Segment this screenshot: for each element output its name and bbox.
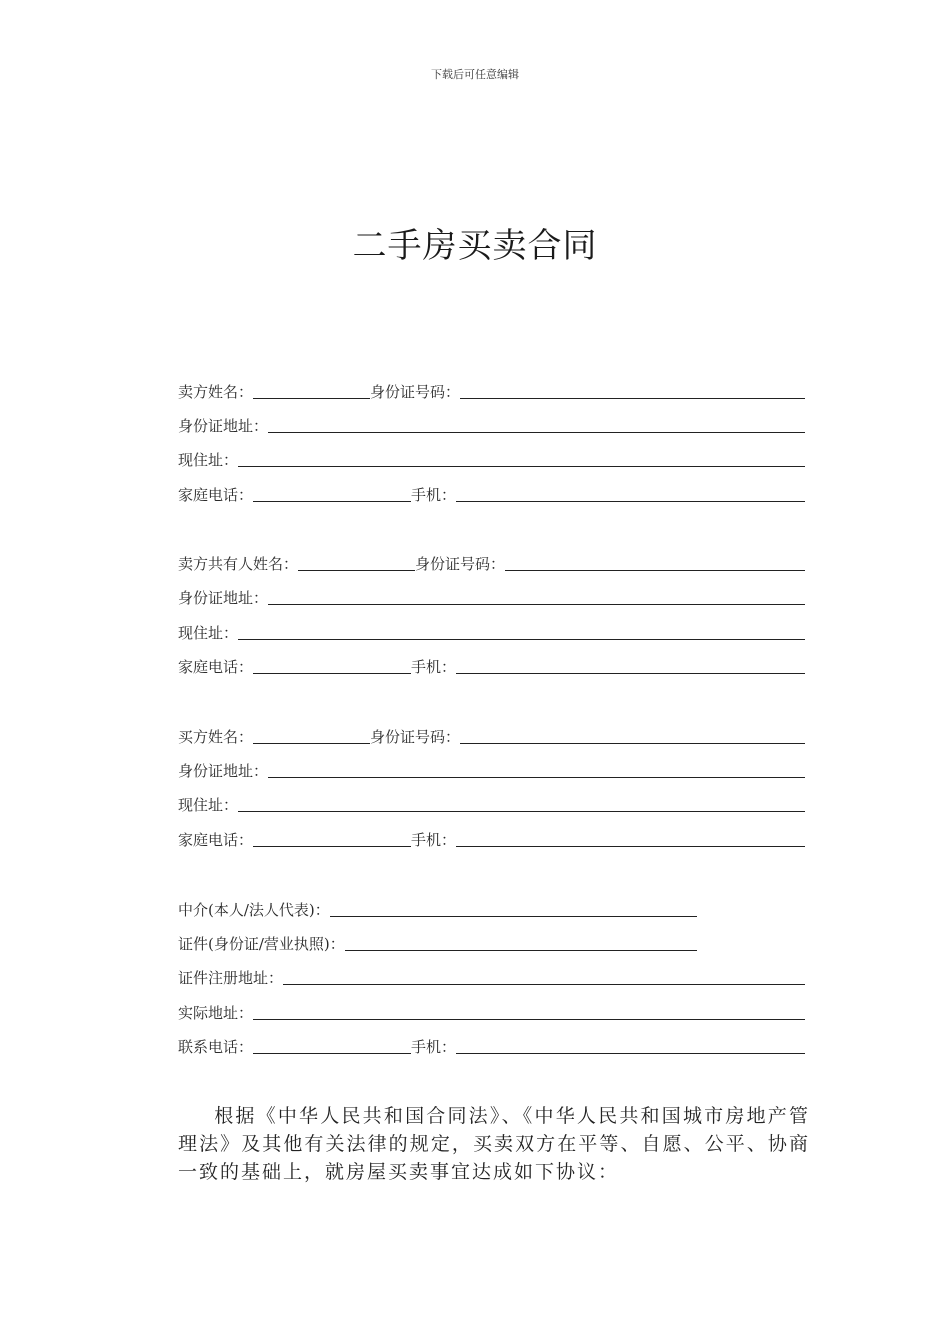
buyer-id-address-label: 身份证地址： — [178, 762, 269, 780]
buyer-current-address-field[interactable] — [238, 793, 805, 812]
agent-phone-row — [178, 1035, 805, 1057]
coowner-mobile-label: 手机： — [411, 658, 457, 676]
intro-paragraph — [178, 1102, 810, 1186]
buyer-phone-row — [178, 828, 805, 850]
contract-title: 二手房买卖合同 — [352, 226, 598, 266]
seller-current-address-row — [178, 448, 805, 470]
buyer-name-label: 买方姓名： — [178, 728, 254, 746]
buyer-home-phone-label: 家庭电话： — [178, 831, 254, 849]
seller-current-address-label: 现住址： — [178, 451, 239, 469]
header-note: 下载后可任意编辑 — [431, 68, 519, 81]
agent-phone-field[interactable] — [253, 1035, 411, 1054]
agent-mobile-field[interactable] — [456, 1035, 805, 1054]
seller-name-label: 卖方姓名： — [178, 383, 254, 401]
coowner-id-address-field[interactable] — [268, 586, 805, 605]
seller-home-phone-label: 家庭电话： — [178, 486, 254, 504]
seller-mobile-label: 手机： — [411, 486, 457, 504]
agent-mobile-label: 手机： — [411, 1038, 457, 1056]
seller-id-address-row — [178, 414, 805, 436]
buyer-mobile-label: 手机： — [411, 831, 457, 849]
agent-cert-field[interactable] — [345, 932, 697, 951]
coowner-name-row — [178, 552, 805, 574]
agent-cert-row — [178, 932, 697, 954]
agent-actual-address-field[interactable] — [253, 1001, 805, 1020]
coowner-home-phone-field[interactable] — [253, 655, 411, 674]
seller-id-number-label: 身份证号码： — [370, 383, 461, 401]
coowner-current-address-label: 现住址： — [178, 624, 239, 642]
buyer-home-phone-field[interactable] — [253, 828, 411, 847]
coowner-phone-row — [178, 655, 805, 677]
buyer-current-address-row — [178, 793, 805, 815]
coowner-mobile-field[interactable] — [456, 655, 805, 674]
coowner-name-label: 卖方共有人姓名： — [178, 555, 299, 573]
agent-phone-label: 联系电话： — [178, 1038, 254, 1056]
buyer-id-number-field[interactable] — [460, 725, 805, 744]
buyer-id-address-field[interactable] — [268, 759, 805, 778]
intro-paragraph-text: 根据《中华人民共和国合同法》、《中华人民共和国城市房地产管理法》及其他有关法律的规定，买卖双方在平等、自愿、公平、协商一致的基础上，就房屋买卖事宜达成如下协议： — [178, 1105, 810, 1183]
seller-current-address-field[interactable] — [238, 448, 805, 467]
agent-reg-address-row — [178, 966, 805, 988]
buyer-current-address-label: 现住址： — [178, 796, 239, 814]
buyer-mobile-field[interactable] — [456, 828, 805, 847]
coowner-current-address-row — [178, 621, 805, 643]
agent-rep-label: 中介(本人/法人代表)： — [178, 901, 330, 919]
agent-cert-label: 证件(身份证/营业执照)： — [178, 935, 345, 953]
coowner-id-address-row — [178, 586, 805, 608]
seller-id-address-label: 身份证地址： — [178, 417, 269, 435]
seller-id-address-field[interactable] — [268, 414, 805, 433]
seller-name-field[interactable] — [253, 380, 370, 399]
coowner-id-number-label: 身份证号码： — [415, 555, 506, 573]
seller-mobile-field[interactable] — [456, 483, 805, 502]
coowner-current-address-field[interactable] — [238, 621, 805, 640]
agent-rep-row — [178, 898, 697, 920]
seller-name-row — [178, 380, 805, 402]
agent-actual-address-label: 实际地址： — [178, 1004, 254, 1022]
seller-phone-row — [178, 483, 805, 505]
seller-id-number-field[interactable] — [460, 380, 805, 399]
buyer-id-address-row — [178, 759, 805, 781]
agent-reg-address-field[interactable] — [283, 966, 805, 985]
agent-reg-address-label: 证件注册地址： — [178, 969, 284, 987]
coowner-home-phone-label: 家庭电话： — [178, 658, 254, 676]
coowner-id-number-field[interactable] — [505, 552, 805, 571]
coowner-name-field[interactable] — [298, 552, 415, 571]
coowner-id-address-label: 身份证地址： — [178, 589, 269, 607]
agent-rep-field[interactable] — [330, 898, 697, 917]
buyer-name-row — [178, 725, 805, 747]
buyer-id-number-label: 身份证号码： — [370, 728, 461, 746]
seller-home-phone-field[interactable] — [253, 483, 411, 502]
buyer-name-field[interactable] — [253, 725, 370, 744]
agent-actual-address-row — [178, 1001, 805, 1023]
